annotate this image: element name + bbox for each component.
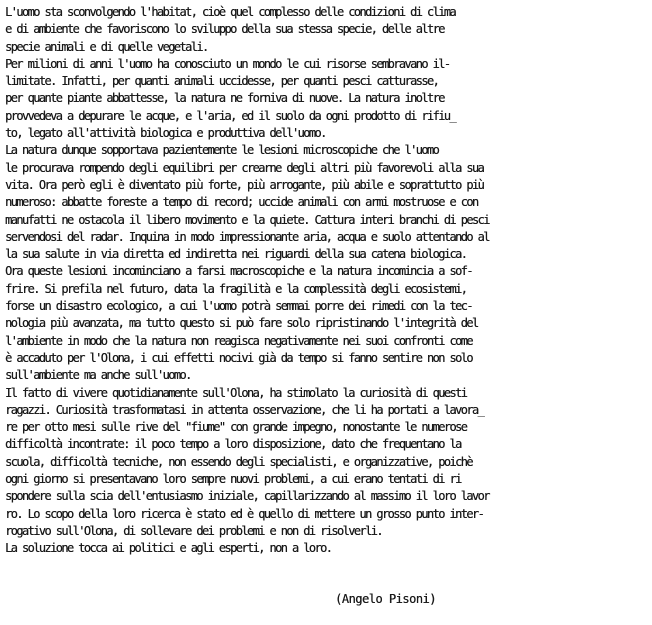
- text-line: vita. Ora però egli è diventato più forte, più arrogante, più abile e soprattutto più: [5, 177, 484, 192]
- text-line: ragazzi. Curiosità trasformatasi in attenta osservazione, che li ha portati a lavora_: [5, 402, 484, 417]
- text-line: per quante piante abbattesse, la natura ne forniva di nuove. La natura inoltre: [5, 91, 444, 106]
- text-line: La soluzione tocca ai politici e agli esperti, non a loro.: [5, 541, 332, 556]
- text-line: re per otto mesi sulle rive del "fiume" con grande impegno, nonostante le numerose: [5, 420, 467, 435]
- text-line: sull'ambiente ma anche sull'uomo.: [5, 368, 191, 383]
- text-line: Ora queste lesioni incominciano a farsi macroscopiche e la natura incomincia a sof-: [5, 264, 472, 279]
- text-line: difficoltà incontrate: il poco tempo a loro disposizione, dato che frequentano la: [5, 437, 461, 452]
- document-body: [5, 4, 646, 558]
- text-line: frire. Si prefila nel futuro, data la fragilità e la complessità degli ecosistemi,: [5, 281, 467, 296]
- text-line: è accaduto per l'Olona, i cui effetti nocivi già da tempo si fanno sentire non solo: [5, 350, 472, 365]
- text-line: e di ambiente che favoriscono lo sviluppo della sua stessa specie, delle altre: [5, 22, 444, 37]
- text-line: Il fatto di vivere quotidianamente sull'Olona, ha stimolato la curiosità di questi: [5, 385, 467, 400]
- text-line: nologia più avanzata, ma tutto questo si può fare solo ripristinando l'integrità del: [5, 316, 478, 331]
- text-line: L'uomo sta sconvolgendo l'habitat, cioè quel complesso delle condizioni di clima: [5, 5, 455, 19]
- text-line: rogativo sull'Olona, di sollevare dei problemi e non di risolverli.: [5, 523, 382, 538]
- text-line: la sua salute in via diretta ed indiretta nei riguardi della sua catena biologica.: [5, 247, 467, 262]
- text-line: ro. Lo scopo della loro ricerca è stato ed è quello di mettere un grosso punto inter-: [5, 506, 484, 521]
- text-line: specie animali e di quelle vegetali.: [5, 39, 208, 54]
- text-line: La natura dunque sopportava pazientemente le lesioni microscopiche che l'uomo: [5, 143, 439, 158]
- text-line: forse un disastro ecologico, a cui l'uomo potrà semmai porre dei rimedi con la tec-: [5, 299, 472, 314]
- text-line: manufatti ne ostacola il libero movimento e la quiete. Cattura interi branchi di pesci: [5, 212, 489, 227]
- text-line: spondere sulla scia dell'entusiasmo iniziale, capillarizzando al massimo il loro lavor: [5, 489, 489, 504]
- text-line: numeroso: abbatte foreste a tempo di record; uccide animali con armi mostruose e con: [5, 195, 478, 210]
- text-line: to, legato all'attività biologica e produttiva dell'uomo.: [5, 126, 326, 141]
- text-line: le procurava rompendo degli equilibri per crearne degli altri più favorevoli alla sua: [5, 160, 484, 175]
- text-line: limitate. Infatti, per quanti animali uccidesse, per quanti pesci catturasse,: [5, 74, 439, 89]
- text-line: provvedeva a depurare le acque, e l'aria, ed il suolo da ogni prodotto di rifiu_: [5, 108, 455, 123]
- text-line: servendosi del radar. Inquina in modo impressionante aria, acqua e suolo attentando al: [5, 229, 489, 244]
- text-line: l'ambiente in modo che la natura non reagisca negativamente nei suoi confronti come: [5, 333, 472, 348]
- signature: (Angelo Pisoni): [335, 592, 436, 606]
- text-line: Per milioni di anni l'uomo ha conosciuto un mondo le cui risorse sembravano il-: [5, 56, 450, 71]
- text-line: scuola, difficoltà tecniche, non essendo degli specialisti, e organizzative, poichè: [5, 454, 472, 469]
- text-line: ogni giorno si presentavano loro sempre nuovi problemi, a cui erano tentati di ri: [5, 472, 461, 487]
